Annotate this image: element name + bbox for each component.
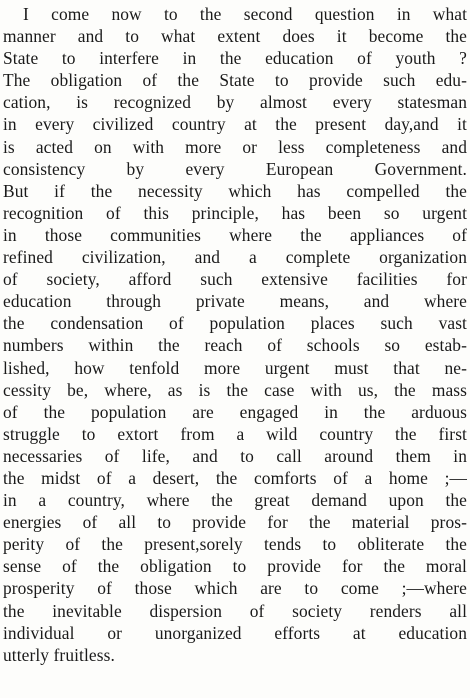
text-line: consistency by every European Government. bbox=[3, 158, 467, 179]
text-line: the midst of a desert, the comforts of a home ;— bbox=[3, 467, 467, 488]
text-line: cessity be, where, as is the case with us, the mass bbox=[3, 379, 467, 400]
text-line: of society, afford such extensive facilities for bbox=[3, 269, 467, 290]
text-line: of the population are engaged in the arduous bbox=[3, 401, 467, 422]
text-line: sense of the obligation to provide for the moral bbox=[3, 556, 467, 577]
text-line: perity of the present,sorely tends to obliterate the bbox=[3, 534, 467, 555]
text-line: education through private means, and where bbox=[3, 291, 467, 312]
text-line: struggle to extort from a wild country the first bbox=[3, 423, 467, 444]
text-line: is acted on with more or less completeness and bbox=[3, 136, 467, 157]
text-line: I come now to the second question in what bbox=[23, 4, 467, 24]
text-line: lished, how tenfold more urgent must that ne- bbox=[3, 357, 467, 378]
text-line: in those communities where the appliances of bbox=[3, 224, 467, 245]
text-line: prosperity of those which are to come ;—where bbox=[3, 578, 467, 599]
text-line: recognition of this principle, has been so urgent bbox=[3, 202, 467, 223]
text-line: cation, is recognized by almost every statesman bbox=[3, 92, 467, 113]
body-paragraph bbox=[3, 3, 467, 666]
text-line: The obligation of the State to provide such edu- bbox=[3, 70, 467, 91]
text-line: State to interfere in the education of youth ? bbox=[3, 48, 467, 69]
text-line: numbers within the reach of schools so estab- bbox=[3, 335, 467, 356]
text-line: manner and to what extent does it become the bbox=[3, 26, 467, 47]
text-line: utterly fruitless. bbox=[3, 644, 115, 665]
text-line: in every civilized country at the present day,and it bbox=[3, 114, 467, 135]
text-line: necessaries of life, and to call around them in bbox=[3, 445, 467, 466]
text-line: energies of all to provide for the material pros- bbox=[3, 512, 467, 533]
text-line: But if the necessity which has compelled the bbox=[3, 180, 467, 201]
text-line: the inevitable dispersion of society renders all bbox=[3, 600, 467, 621]
text-line: in a country, where the great demand upon the bbox=[3, 490, 467, 511]
text-line: refined civilization, and a complete organization bbox=[3, 247, 467, 268]
text-line: the condensation of population places such vast bbox=[3, 313, 467, 334]
text-line: individual or unorganized efforts at education bbox=[3, 622, 467, 643]
